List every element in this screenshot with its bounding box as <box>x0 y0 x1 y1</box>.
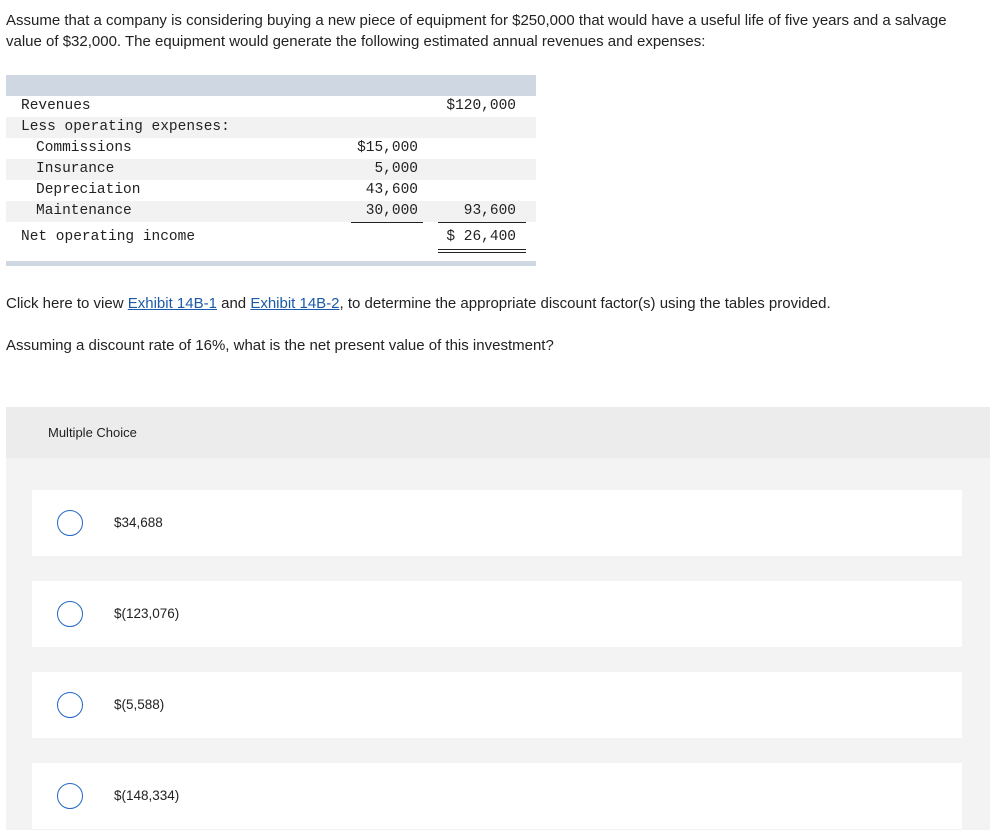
radio-button[interactable] <box>57 692 83 718</box>
commissions-amount: $15,000 <box>357 140 418 156</box>
row-label-revenues: Revenues <box>21 98 91 114</box>
exhibit-suffix-text: , to determine the appropriate discount factor(s) using the tables provided. <box>339 295 831 312</box>
choice-label: $34,688 <box>114 515 163 530</box>
table-row <box>6 227 536 248</box>
row-label-less-operating-expenses: Less operating expenses: <box>21 119 230 135</box>
exhibit-prefix-text: Click here to view <box>6 295 128 312</box>
income-statement-table <box>6 75 536 266</box>
table-row <box>6 180 536 201</box>
exhibit-14b-2-link[interactable]: Exhibit 14B-2 <box>250 295 340 312</box>
exhibit-14b-1-link[interactable]: Exhibit 14B-1 <box>127 295 217 312</box>
double-underline-top <box>438 249 526 250</box>
revenues-total: $120,000 <box>446 98 516 114</box>
choice-label: $(123,076) <box>114 606 180 621</box>
choice-option-1[interactable] <box>32 490 962 556</box>
table-row <box>6 159 536 180</box>
row-label-depreciation: Depreciation <box>36 182 141 198</box>
table-header-bar <box>6 75 536 96</box>
choice-option-2[interactable] <box>32 581 962 647</box>
maintenance-amount: 30,000 <box>365 203 418 219</box>
table-row <box>6 96 536 117</box>
row-label-insurance: Insurance <box>36 161 115 177</box>
table-row <box>6 201 536 222</box>
multiple-choice-title: Multiple Choice <box>48 425 137 440</box>
choice-label: $(5,588) <box>114 697 165 712</box>
net-operating-income-amount: $ 26,400 <box>446 229 516 245</box>
row-label-net-operating-income: Net operating income <box>21 229 196 245</box>
subtotal-underline <box>351 222 423 223</box>
radio-button[interactable] <box>57 510 83 536</box>
table-row <box>6 138 536 159</box>
total-underline <box>438 222 526 223</box>
question-text: Assuming a discount rate of 16%, what is the net present value of this investment? <box>6 337 554 354</box>
exhibit-instructions <box>6 294 831 314</box>
depreciation-amount: 43,600 <box>365 182 418 198</box>
table-row <box>6 117 536 138</box>
insurance-amount: 5,000 <box>374 161 418 177</box>
problem-intro: Assume that a company is considering buying a new piece of equipment for $250,000 that would have a useful life of five years and a salvage value of $32,000. The equipment would generate the following estimated annual revenues and expenses: <box>6 12 947 50</box>
choice-label: $(148,334) <box>114 788 180 803</box>
choice-option-4[interactable] <box>32 763 962 829</box>
radio-button[interactable] <box>57 783 83 809</box>
multiple-choice-header <box>6 407 990 458</box>
row-label-commissions: Commissions <box>36 140 132 156</box>
exhibit-middle-text: and <box>216 295 251 312</box>
double-underline-bottom <box>438 252 526 253</box>
row-label-maintenance: Maintenance <box>36 203 132 219</box>
multiple-choice-panel <box>6 407 990 830</box>
choice-option-3[interactable] <box>32 672 962 738</box>
total-expenses: 93,600 <box>463 203 516 219</box>
table-footer-bar <box>6 261 536 266</box>
radio-button[interactable] <box>57 601 83 627</box>
